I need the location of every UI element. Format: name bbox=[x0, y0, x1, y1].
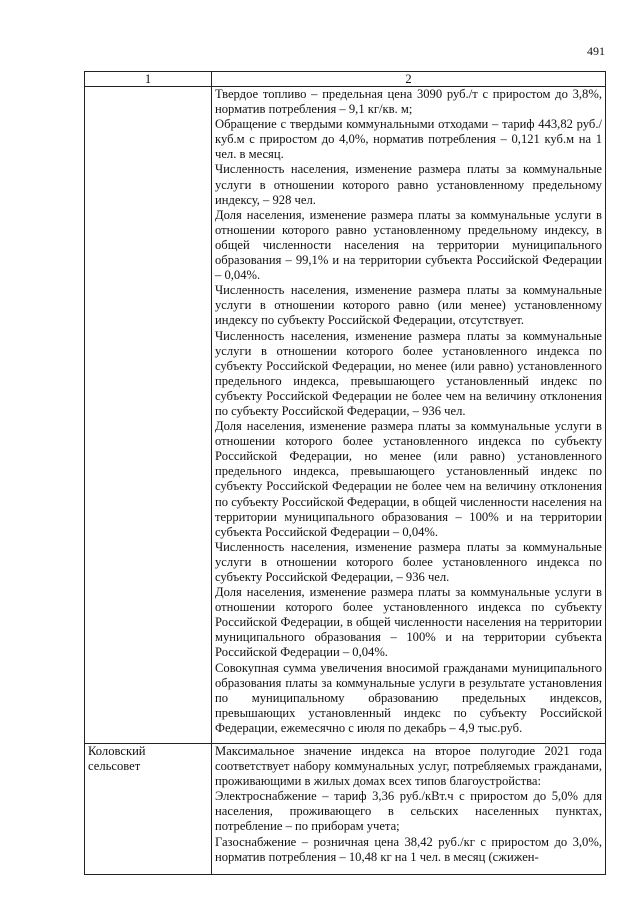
paragraph: Доля населения, изменение размера платы за коммунальные услуги в отношении которого равно установленному предельному индексу, в общей численности населения на территории муниципального образования – 99,1% и на территории субъекта Российской Федерации – 0,04%. bbox=[215, 207, 602, 283]
paragraph: Численность населения, изменение размера платы за коммунальные услуги в отношении которого равно установленному предельному индексу, – 928 чел. bbox=[215, 162, 602, 207]
paragraph: Численность населения, изменение размера платы за коммунальные услуги в отношении которого более установленного индекса по субъекту Российской Федерации, но менее (или равно) установленного предельного индекса, превышающего установленный индекс по субъекту Российской Федерации не более чем на величину отклонения по субъекту Российской Федерации, – 936 чел. bbox=[215, 328, 602, 418]
column-header-2: 2 bbox=[212, 72, 606, 87]
column-header-1: 1 bbox=[85, 72, 212, 87]
municipality-name-line: сельсовет bbox=[88, 759, 141, 774]
description-cell bbox=[212, 744, 606, 875]
content-table bbox=[84, 71, 606, 875]
paragraph: Твердое топливо – предельная цена 3090 руб./т с приростом до 3,8%, норматив потребления – 9,1 кг/кв. м; bbox=[215, 87, 602, 117]
paragraph: Совокупная сумма увеличения вносимой гражданами муниципального образования платы за коммунальные услуги в результате установления по муниципальному образованию предельных индексов, превышающих установленный индекс по субъекту Российской Федерации, ежемесячно с июля по декабрь – 4,9 тыс.руб. bbox=[215, 660, 602, 735]
paragraph: Численность населения, изменение размера платы за коммунальные услуги в отношении которого более установленного индекса по субъекту Российской Федерации, – 936 чел. bbox=[215, 539, 602, 584]
paragraph: Доля населения, изменение размера платы за коммунальные услуги в отношении которого более установленного индекса по субъекту Российской Федерации, но менее (или равно) установленного предельного индекса, превышающего установленный индекс по субъекту Российской Федерации не более чем на величину отклонения по субъекту Российской Федерации, в общей численности населения на территории муниципального образования – 100% и на территории субъекта Российской Федерации – 0,04%. bbox=[215, 419, 602, 539]
paragraph: Численность населения, изменение размера платы за коммунальные услуги в отношении которого равно (или менее) установленному индексу по субъекту Российской Федерации, отсутствует. bbox=[215, 283, 602, 328]
paragraph: Электроснабжение – тариф 3,36 руб./кВт.ч с приростом до 5,0% для населения, проживающего в сельских населенных пунктах, потребление – по приборам учета; bbox=[215, 789, 602, 834]
municipality-name-line: Коловский bbox=[88, 744, 146, 758]
table-header-row bbox=[85, 72, 606, 87]
table-row bbox=[85, 87, 606, 744]
paragraph: Обращение с твердыми коммунальными отходами – тариф 443,82 руб./куб.м с приростом до 4,0%, норматив потребления – 0,121 куб.м на 1 чел. в месяц. bbox=[215, 117, 602, 162]
paragraph: Газоснабжение – розничная цена 38,42 руб./кг с приростом до 3,0%, норматив потребления – 10,48 кг на 1 чел. в месяц (сжижен- bbox=[215, 834, 602, 864]
page-number: 491 bbox=[587, 44, 605, 58]
municipality-cell bbox=[85, 87, 212, 744]
paragraph: Доля населения, изменение размера платы за коммунальные услуги в отношении которого более установленного индекса по субъекту Российской Федерации, в общей численности населения на территории муниципального образования – 100% и на территории субъекта Российской Федерации – 0,04%. bbox=[215, 585, 602, 660]
paragraph: Максимальное значение индекса на второе полугодие 2021 года соответствует набору коммунальных услуг, потребляемых гражданами, проживающими в жилых домах всех типов благоустройства: bbox=[215, 744, 602, 789]
table-row bbox=[85, 744, 606, 875]
municipality-cell bbox=[85, 744, 212, 875]
description-cell bbox=[212, 87, 606, 744]
